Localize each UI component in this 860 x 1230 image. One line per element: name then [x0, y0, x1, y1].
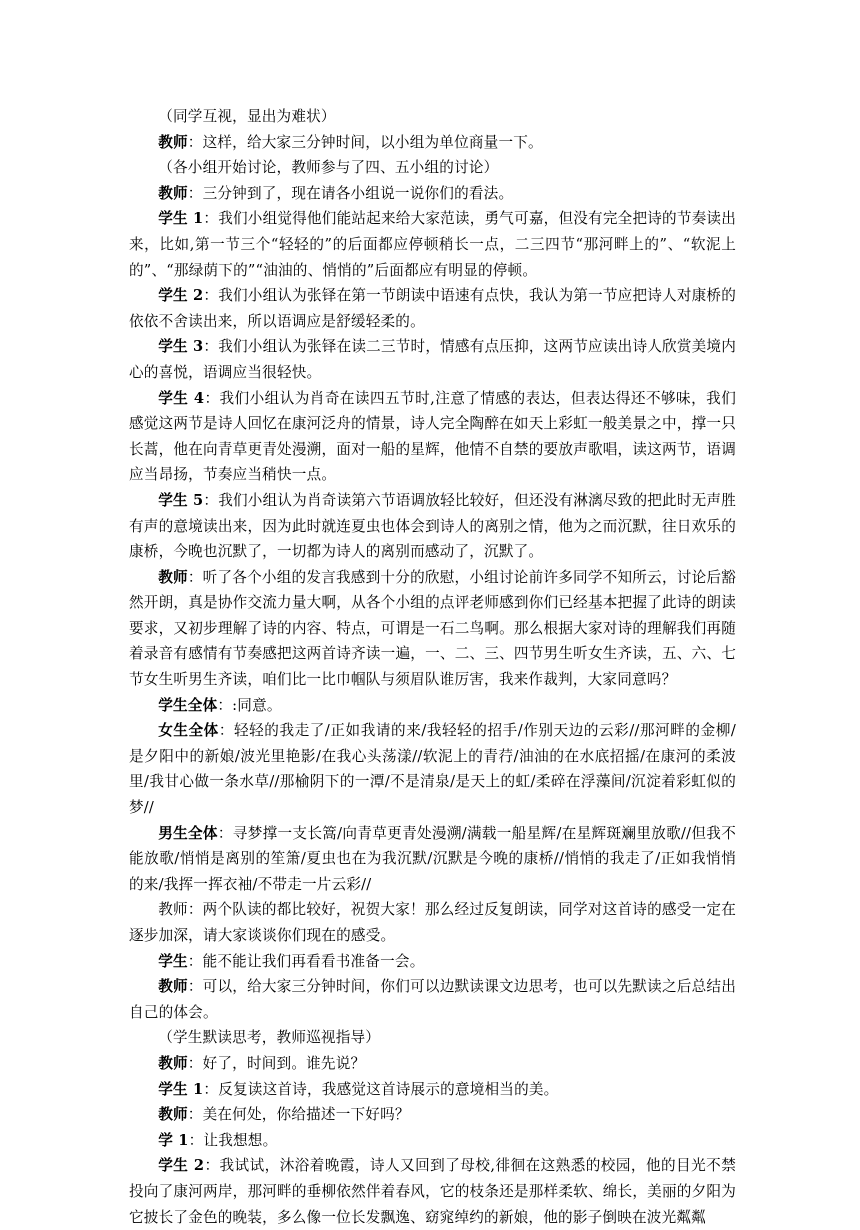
speaker-label: 教师: [158, 568, 188, 586]
dialogue-text: ：轻轻的我走了/正如我请的来/我轻轻的招手/作别天边的云彩//那河畔的金柳/是夕阳中的新娘/波光里艳影/在我心头荡漾//软泥上的青荇/油油的在水底招摇/在康河的柔波里/我甘心做一条水草//那榆阴下的一潭/不是清泉/是天上的虹/柔碎在浮藻间/沉淀着彩虹似的梦//: [129, 722, 736, 817]
dialogue-text: ：:同意。: [217, 696, 282, 714]
dialogue-paragraph: [129, 1128, 736, 1154]
dialogue-paragraph: [129, 488, 736, 565]
dialogue-text: ：我们小组认为张铎在读二三节时，情感有点压抑，这两节应读出诗人欣赏美境内心的喜悦，语调应当很轻快。: [129, 338, 737, 381]
dialogue-paragraph: [129, 283, 736, 334]
dialogue-paragraph: [129, 1153, 736, 1230]
speaker-label: 学生 1: [158, 1080, 204, 1098]
dialogue-paragraph: [129, 181, 736, 207]
dialogue-text: ：我试试，沐浴着晚霞，诗人又回到了母校,徘徊在这熟悉的校园，他的目光不禁投向了康河两岸，那河畔的垂柳依然伴着春风，它的枝条还是那样柔软、绵长，美丽的夕阳为它披长了金色的晚装，多么像一位长发飘逸、窈窕绰约的新娘，他的影子倒映在波光粼粼: [129, 1157, 736, 1226]
dialogue-text: ：三分钟到了，现在请各小组说一说你们的看法。: [187, 184, 514, 202]
dialogue-text: ：寻梦撑一支长篙/向青草更青处漫溯/满载一船星辉/在星辉斑斓里放歌//但我不能放歌/悄悄是离别的笙箫/夏虫也在为我沉默/沉默是今晚的康桥//悄悄的我走了/正如我悄悄的来/我挥一挥衣袖/不带走一片云彩//: [129, 824, 736, 893]
dialogue-paragraph: [129, 1051, 736, 1077]
speaker-label: 教师: [158, 978, 188, 996]
dialogue-text: ：反复读这首诗，我感觉这首诗展示的意境相当的美。: [203, 1080, 559, 1098]
speaker-label: 学生 1: [158, 210, 204, 228]
dialogue-text: ：让我想想。: [188, 1131, 278, 1149]
dialogue-text: ：可以，给大家三分钟时间，你们可以边默读课文边思考，也可以先默读之后总结出自己的体会。: [129, 978, 736, 1021]
dialogue-paragraph: [129, 1102, 736, 1128]
dialogue-paragraph: [129, 897, 736, 948]
speaker-label: 教师: [158, 133, 188, 151]
dialogue-paragraph: [129, 949, 736, 975]
dialogue-paragraph: [129, 565, 736, 693]
dialogue-text: ：我们小组认为张铎在第一节朗读中语速有点快，我认为第一节应把诗人对康桥的依依不舍读出来，所以语调应是舒缓轻柔的。: [129, 287, 737, 330]
dialogue-paragraph: [129, 130, 736, 156]
speaker-label: 学生 3: [158, 338, 204, 356]
dialogue-text: ：我们小组觉得他们能站起来给大家范读，勇气可嘉，但没有完全把诗的节奏读出来，比如,第一节三个“轻轻的”的后面都应停顿稍长一点，二三四节“那河畔上的”、“软泥上的”、“那绿荫下的”“油油的、悄悄的”后面都应有明显的停顿。: [129, 210, 737, 279]
speaker-label: 学生 2: [158, 287, 204, 305]
speaker-label: 教师: [158, 1054, 188, 1072]
stage-direction: （同学互视，显出为难状）: [158, 108, 336, 125]
dialogue-text: ：能不能让我们再看看书准备一会。: [187, 952, 425, 970]
stage-direction: （学生默读思考，教师巡视指导）: [158, 1029, 381, 1047]
speaker-label: 男生全体: [158, 824, 218, 842]
speaker-label: 女生全体: [158, 722, 219, 740]
dialogue-text: ：美在何处，你给描述一下好吗？: [187, 1106, 410, 1124]
dialogue-paragraph: [129, 821, 736, 898]
speaker-label: 学 1: [158, 1131, 189, 1149]
dialogue-text: ：这样，给大家三分钟时间，以小组为单位商量一下。: [187, 133, 543, 151]
dialogue-paragraph: [129, 334, 736, 385]
dialogue-text: ：我们小组认为肖奇在读四五节时,注意了情感的表达，但表达得还不够味，我们感觉这两节是诗人回忆在康河泛舟的情景，诗人完全陶醉在如天上彩虹一般美景之中，撑一只长蒿，他在向青草更青处漫溯，面对一船的星辉，他情不自禁的要放声歌唱，读这两节，语调应当昂扬，节奏应当稍快一点。: [129, 389, 736, 484]
dialogue-text: ：我们小组认为肖奇读第六节语调放轻比较好，但还没有淋漓尽致的把此时无声胜有声的意境读出来，因为此时就连夏虫也体会到诗人的离别之情，他为之而沉默，往日欢乐的康桥，今晚也沉默了，一切都为诗人的离别而感动了，沉默了。: [129, 491, 737, 561]
stage-direction: （各小组开始讨论，教师参与了四、五小组的讨论）: [158, 159, 499, 177]
speaker-label: 教师: [158, 184, 188, 202]
dialogue-paragraph: [129, 974, 736, 1025]
dialogue-paragraph: [129, 206, 736, 283]
speaker-label: 学生: [158, 952, 188, 970]
speaker-label: 学生 4: [158, 389, 205, 407]
dialogue-text: ：听了各个小组的发言我感到十分的欣慰，小组讨论前许多同学不知所云，讨论后豁然开朗，真是协作交流力量大啊，从各个小组的点评老师感到你们已经基本把握了此诗的朗读要求，又初步理解了诗的内容、特点，可谓是一石二鸟啊。那么根据大家对诗的理解我们再随着录音有感情有节奏感把这两首诗齐读一遍，一、二、三、四节男生听女生齐读，五、六、七节女生听男生齐读，咱们比一比巾帼队与须眉队谁厉害，我来作裁判，大家同意吗？: [129, 568, 736, 689]
speaker-label: 学生 5: [158, 491, 204, 509]
dialogue-paragraph: [129, 386, 736, 488]
dialogue-paragraph: [129, 1077, 736, 1103]
dialogue-text: 教师：两个队读的都比较好，祝贺大家！那么经过反复朗读，同学对这首诗的感受一定在逐步加深，请大家谈谈你们现在的感受。: [129, 901, 736, 944]
dialogue-paragraph: [129, 718, 736, 820]
speaker-label: 教师: [158, 1106, 188, 1124]
speaker-label: 学生 2: [158, 1157, 205, 1175]
speaker-label: 学生全体: [158, 696, 218, 714]
dialogue-paragraph: [129, 693, 736, 719]
dialogue-text: ：好了，时间到。谁先说？: [187, 1054, 366, 1072]
